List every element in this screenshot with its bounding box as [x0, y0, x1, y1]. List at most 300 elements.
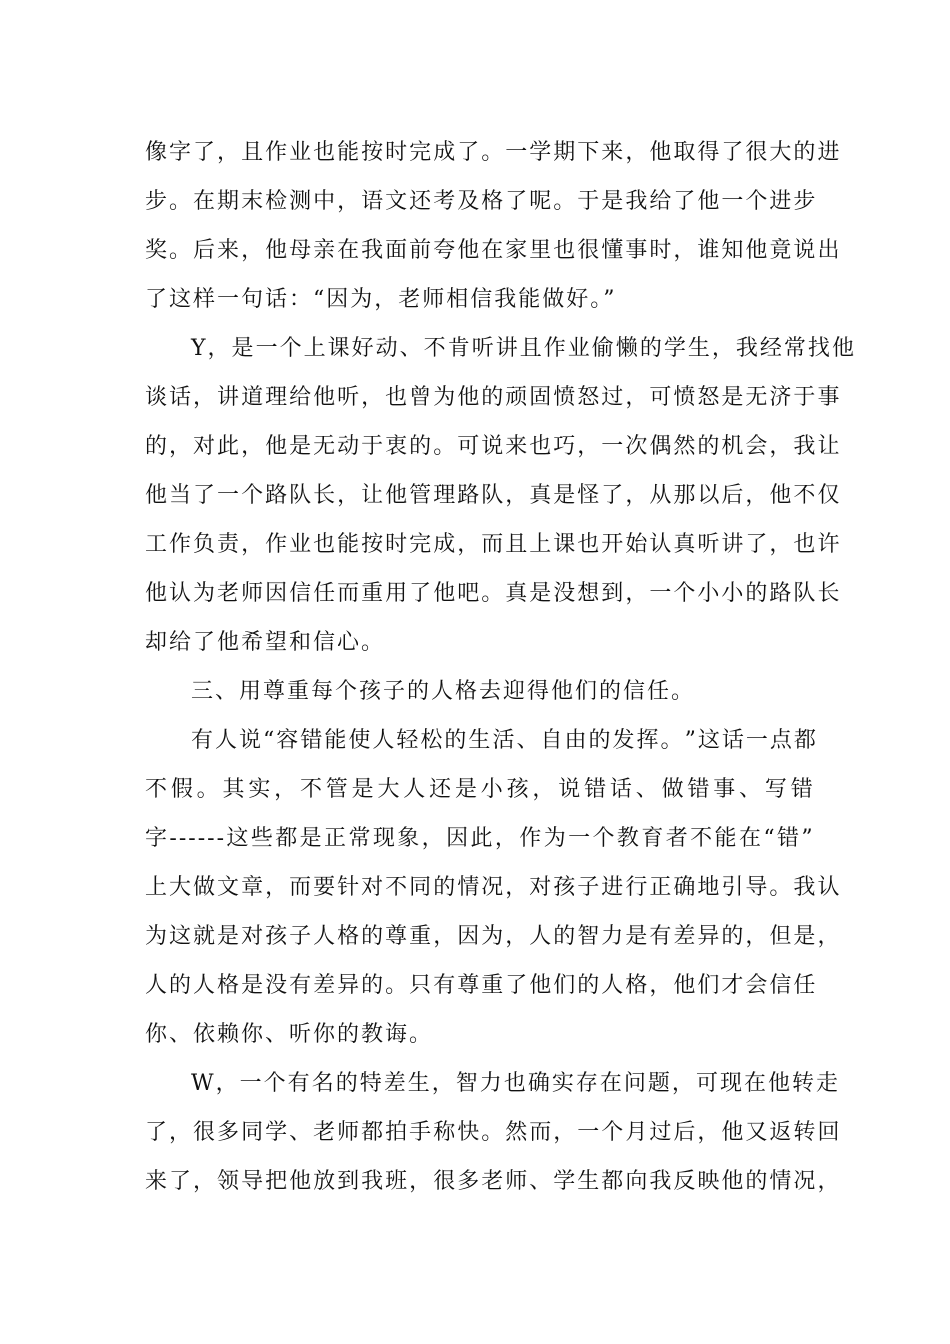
text-glyph: 他 [529, 973, 554, 998]
text-glyph: ” [801, 826, 815, 851]
text-glyph: 中 [313, 189, 338, 214]
text-glyph: “ [763, 826, 777, 851]
text-glyph: 有 [433, 973, 458, 998]
text-glyph: 不 [299, 777, 324, 802]
text-glyph: 作 [543, 336, 568, 361]
text-glyph: 想 [577, 581, 602, 606]
text-glyph: 能 [337, 140, 362, 165]
text-glyph: 孩 [553, 875, 578, 900]
text-glyph: 只 [409, 973, 434, 998]
text-glyph: 可 [457, 434, 482, 459]
text-glyph: ， [625, 140, 650, 165]
text-glyph: ， [241, 434, 266, 459]
text-glyph: 真 [505, 581, 530, 606]
text-glyph: ， [769, 434, 794, 459]
text-glyph: 测 [289, 189, 314, 214]
text-glyph: 衷 [385, 434, 410, 459]
text-glyph: 话 [721, 728, 746, 753]
text-line [145, 1108, 842, 1157]
text-glyph: 我 [649, 1169, 674, 1194]
text-glyph: 尊 [457, 973, 482, 998]
text-glyph: 情 [769, 1169, 794, 1194]
text-glyph: 经 [759, 336, 784, 361]
text-glyph: 课 [553, 532, 578, 557]
text-glyph: 对 [361, 875, 386, 900]
text-glyph: 的 [745, 1169, 770, 1194]
text-glyph: ， [431, 1071, 456, 1096]
text-glyph: 的 [697, 434, 722, 459]
text-glyph: 而 [481, 532, 506, 557]
text-glyph: 他 [145, 581, 170, 606]
text-glyph: 是 [241, 973, 266, 998]
text-glyph: 差 [313, 973, 338, 998]
text-glyph: 是 [793, 924, 818, 949]
text-glyph: 拍 [385, 1120, 410, 1145]
text-glyph: 来 [505, 434, 530, 459]
text-glyph: 师 [241, 581, 266, 606]
text-glyph: 长 [817, 581, 842, 606]
text-glyph: 成 [433, 532, 458, 557]
text-glyph: ， [207, 336, 232, 361]
text-glyph: 讲 [495, 336, 520, 361]
text-glyph: 个 [263, 1071, 288, 1096]
text-glyph: 了 [673, 189, 698, 214]
text-glyph: 话 [609, 777, 634, 802]
text-glyph: 了 [409, 581, 434, 606]
text-glyph: 因 [446, 826, 471, 851]
text-glyph: 可 [695, 1071, 720, 1096]
text-glyph: 长 [313, 483, 338, 508]
text-glyph: 他 [433, 581, 458, 606]
text-glyph: 了 [193, 483, 218, 508]
text-glyph: 谈 [145, 385, 170, 410]
text-glyph: 我 [625, 189, 650, 214]
text-glyph: 回 [817, 1120, 842, 1145]
text-glyph: 呢 [529, 189, 554, 214]
text-glyph: 无 [745, 385, 770, 410]
text-glyph: 常 [348, 826, 373, 851]
text-glyph: 是 [289, 434, 314, 459]
text-line: 你、依赖你、听你的教诲。 [145, 1022, 434, 1047]
text-glyph: 同 [241, 1120, 266, 1145]
text-glyph: 称 [433, 1120, 458, 1145]
text-glyph: 的 [169, 973, 194, 998]
text-glyph: 他 [649, 140, 674, 165]
text-glyph: 要 [313, 875, 338, 900]
text-glyph: 偷 [591, 336, 616, 361]
text-glyph: 当 [169, 483, 194, 508]
text-glyph: 无 [313, 434, 338, 459]
text-glyph: 母 [289, 238, 314, 263]
text-glyph: 同 [409, 875, 434, 900]
text-glyph: 队 [481, 483, 506, 508]
text-glyph: 的 [433, 875, 458, 900]
text-glyph: 的 [335, 1071, 360, 1096]
text-glyph: 的 [577, 973, 602, 998]
text-glyph: 学 [663, 336, 688, 361]
text-glyph: 到 [601, 581, 626, 606]
text-glyph: ， [169, 434, 194, 459]
text-glyph: 队 [289, 483, 314, 508]
text-glyph: 快 [457, 1120, 482, 1145]
text-glyph: 个 [241, 483, 266, 508]
text-glyph: 都 [361, 1120, 386, 1145]
text-glyph: 大 [169, 875, 194, 900]
text-glyph: 生 [577, 1169, 602, 1194]
text-glyph: 作 [265, 140, 290, 165]
text-glyph: 末 [241, 189, 266, 214]
text-glyph: 人 [145, 973, 170, 998]
text-glyph: 也 [577, 532, 602, 557]
text-glyph: 他 [313, 385, 338, 410]
text-glyph: 。 [660, 728, 685, 753]
text-glyph: “ [263, 728, 277, 753]
text-glyph: 他 [265, 238, 290, 263]
text-glyph: 说 [239, 728, 264, 753]
text-glyph: 前 [409, 238, 434, 263]
text-glyph: 讲 [721, 532, 746, 557]
text-glyph: 会 [745, 434, 770, 459]
text-glyph: 他 [767, 1071, 792, 1096]
text-glyph: 智 [455, 1071, 480, 1096]
text-glyph: 后 [721, 483, 746, 508]
text-glyph: 的 [553, 924, 578, 949]
text-glyph: 能 [337, 532, 362, 557]
text-glyph: 不 [385, 875, 410, 900]
text-glyph: 而 [289, 875, 314, 900]
text-glyph: 得 [697, 140, 722, 165]
text-glyph: 一 [745, 728, 770, 753]
text-glyph: 一 [255, 336, 280, 361]
text-glyph: 任 [313, 581, 338, 606]
text-glyph: 而 [337, 581, 362, 606]
text-glyph: 有 [289, 973, 314, 998]
text-glyph: 下 [577, 140, 602, 165]
text-glyph: 考 [433, 189, 458, 214]
text-glyph: 的 [639, 336, 664, 361]
text-glyph: 我 [361, 1169, 386, 1194]
text-glyph: 孩 [506, 777, 531, 802]
text-glyph: 仅 [817, 483, 842, 508]
text-glyph: 学 [553, 1169, 578, 1194]
text-glyph: 他 [145, 483, 170, 508]
text-glyph: 说 [793, 238, 818, 263]
text-glyph: 的 [588, 728, 613, 753]
text-glyph: 曾 [409, 385, 434, 410]
text-glyph: 是 [231, 336, 256, 361]
text-glyph: 错 [776, 826, 801, 851]
text-glyph: ， [671, 1071, 696, 1096]
text-glyph: 。 [385, 973, 410, 998]
text-glyph: 有 [649, 924, 674, 949]
text-glyph: ， [421, 826, 446, 851]
text-glyph: 时 [385, 140, 410, 165]
text-glyph: 的 [721, 924, 746, 949]
text-glyph: 重 [361, 581, 386, 606]
text-glyph: 给 [649, 189, 674, 214]
text-glyph: 针 [337, 875, 362, 900]
text-glyph: 容 [276, 728, 301, 753]
text-glyph: 老 [481, 1169, 506, 1194]
text-glyph: ， [337, 483, 362, 508]
text-glyph: 常 [783, 336, 808, 361]
text-glyph: 可 [649, 385, 674, 410]
text-glyph: 没 [553, 581, 578, 606]
text-glyph: 映 [697, 1169, 722, 1194]
text-line [145, 128, 842, 177]
text-glyph: 都 [275, 826, 300, 851]
text-glyph: 夸 [433, 238, 458, 263]
text-glyph: 把 [265, 1169, 290, 1194]
text-glyph: 是 [217, 924, 242, 949]
text-glyph: 我 [793, 434, 818, 459]
text-glyph: ， [745, 483, 770, 508]
text-glyph: 始 [625, 532, 650, 557]
paragraph-4 [145, 716, 842, 1059]
text-glyph: 其 [222, 777, 247, 802]
text-glyph: 转 [792, 1071, 817, 1096]
text-glyph: ， [241, 532, 266, 557]
text-glyph: 有 [287, 1071, 312, 1096]
text-glyph: 轻 [396, 728, 421, 753]
text-glyph: 任 [793, 973, 818, 998]
text-glyph: 个 [673, 581, 698, 606]
text-glyph: 好 [351, 336, 376, 361]
text-glyph: 在 [738, 826, 763, 851]
text-glyph: 了 [169, 1169, 194, 1194]
text-glyph: 很 [577, 238, 602, 263]
text-glyph: 会 [745, 973, 770, 998]
text-glyph: 动 [337, 434, 362, 459]
text-glyph: 大 [769, 140, 794, 165]
text-glyph: ， [625, 581, 650, 606]
body-text [145, 128, 856, 1206]
text-glyph: 懒 [615, 336, 640, 361]
text-glyph: ------ [169, 826, 227, 851]
text-glyph: ， [193, 1169, 218, 1194]
text-glyph: 个 [601, 1120, 626, 1145]
text-glyph: 、 [289, 1120, 314, 1145]
text-glyph: 们 [553, 973, 578, 998]
text-glyph: 听 [337, 385, 362, 410]
text-glyph: 也 [553, 238, 578, 263]
text-glyph: 有 [191, 728, 216, 753]
text-glyph: 他 [721, 1169, 746, 1194]
text-glyph: 。 [196, 777, 221, 802]
text-glyph: ， [649, 973, 674, 998]
text-glyph: 来 [601, 140, 626, 165]
text-glyph: 为 [481, 924, 506, 949]
text-glyph: 他 [697, 189, 722, 214]
text-glyph: 话 [169, 385, 194, 410]
text-glyph: 。 [553, 189, 578, 214]
text-glyph: 事 [817, 385, 842, 410]
text-glyph: 个 [745, 189, 770, 214]
text-glyph: 亲 [313, 238, 338, 263]
text-glyph: 能 [324, 728, 349, 753]
text-glyph: 家 [505, 238, 530, 263]
text-line [145, 226, 842, 275]
text-glyph: 业 [289, 140, 314, 165]
text-glyph: 步 [793, 189, 818, 214]
text-glyph: 字 [169, 140, 194, 165]
text-glyph: 对 [529, 875, 554, 900]
text-line [145, 961, 818, 1010]
text-glyph: 我 [361, 238, 386, 263]
text-glyph: 及 [457, 189, 482, 214]
text-glyph: 且 [241, 140, 266, 165]
text-glyph: 放 [313, 1169, 338, 1194]
text-glyph: 地 [697, 875, 722, 900]
text-glyph: 正 [649, 875, 674, 900]
text-glyph: 错 [300, 728, 325, 753]
text-glyph: 向 [625, 1169, 650, 1194]
text-glyph: 后 [673, 1120, 698, 1145]
text-glyph: 发 [612, 728, 637, 753]
text-glyph: 给 [289, 385, 314, 410]
text-glyph: 了 [745, 532, 770, 557]
text-glyph: 的 [361, 973, 386, 998]
text-line [145, 520, 842, 569]
text-glyph: ， [817, 1169, 842, 1194]
text-glyph: 手 [409, 1120, 434, 1145]
text-glyph: 为 [145, 924, 170, 949]
text-line: 却给了他希望和信心。 [145, 630, 386, 655]
text-glyph: 子 [289, 924, 314, 949]
text-glyph: 是 [553, 483, 578, 508]
text-glyph: 知 [721, 238, 746, 263]
paragraph-5 [145, 1059, 842, 1206]
text-glyph: 时 [385, 532, 410, 557]
text-glyph: 异 [697, 924, 722, 949]
text-glyph: 因 [265, 581, 290, 606]
text-glyph: ， [625, 483, 650, 508]
text-glyph: 不 [145, 777, 170, 802]
text-glyph: 人 [403, 777, 428, 802]
text-glyph: 吧 [457, 581, 482, 606]
text-glyph: 因 [457, 924, 482, 949]
text-glyph: 完 [409, 532, 434, 557]
text-line [145, 716, 818, 765]
text-glyph: 里 [529, 238, 554, 263]
text-glyph: 假 [170, 777, 195, 802]
text-line [145, 765, 815, 814]
text-glyph: 也 [793, 532, 818, 557]
text-glyph: 让 [361, 483, 386, 508]
text-glyph: 没 [265, 973, 290, 998]
text-glyph: ， [337, 189, 362, 214]
text-glyph: 他 [457, 238, 482, 263]
text-glyph: 很 [433, 1169, 458, 1194]
text-glyph: 实 [248, 777, 273, 802]
text-glyph: 且 [519, 336, 544, 361]
text-glyph: 个 [279, 336, 304, 361]
paragraph-2 [145, 324, 856, 667]
text-glyph: 次 [625, 434, 650, 459]
text-glyph: 我 [735, 336, 760, 361]
text-glyph: 反 [673, 1169, 698, 1194]
text-glyph: 一 [649, 581, 674, 606]
text-glyph: 。 [433, 434, 458, 459]
text-glyph: 重 [409, 924, 434, 949]
text-glyph: 是 [529, 581, 554, 606]
text-glyph: 他 [745, 238, 770, 263]
text-glyph: 上 [145, 875, 170, 900]
text-glyph: ， [673, 238, 698, 263]
text-glyph: 人 [372, 728, 397, 753]
text-glyph: 让 [817, 434, 842, 459]
text-glyph: ， [505, 924, 530, 949]
text-glyph: 生 [468, 728, 493, 753]
text-glyph: 。 [481, 1120, 506, 1145]
text-glyph: 过 [649, 1120, 674, 1145]
text-glyph: 才 [721, 973, 746, 998]
text-glyph: ， [532, 777, 557, 802]
text-glyph: 谁 [697, 238, 722, 263]
text-glyph: 一 [505, 140, 530, 165]
text-glyph: 文 [385, 189, 410, 214]
text-glyph: 问 [623, 1071, 648, 1096]
text-glyph: 这 [697, 728, 722, 753]
text-glyph: 按 [361, 532, 386, 557]
text-glyph: 不 [793, 483, 818, 508]
text-glyph: 了 [145, 1120, 170, 1145]
text-glyph: 工 [145, 532, 170, 557]
text-glyph: 取 [673, 140, 698, 165]
text-glyph: 由 [564, 728, 589, 753]
text-glyph: 多 [217, 1120, 242, 1145]
text-glyph: 文 [217, 875, 242, 900]
text-glyph: 异 [337, 973, 362, 998]
text-glyph: 。 [169, 238, 194, 263]
text-glyph: 时 [649, 238, 674, 263]
text-glyph: 个 [592, 826, 617, 851]
text-glyph: 动 [375, 336, 400, 361]
text-glyph: 而 [529, 1120, 554, 1145]
text-glyph: 的 [444, 728, 469, 753]
text-glyph: 不 [690, 826, 715, 851]
text-glyph: 在 [337, 238, 362, 263]
text-glyph: 。 [169, 189, 194, 214]
text-glyph: 都 [793, 728, 818, 753]
text-glyph: 行 [625, 875, 650, 900]
text-glyph: 特 [359, 1071, 384, 1096]
text-glyph: 些 [250, 826, 275, 851]
text-glyph: ， [457, 532, 482, 557]
text-glyph: 他 [385, 483, 410, 508]
text-glyph: 按 [361, 140, 386, 165]
text-glyph: 信 [289, 581, 314, 606]
text-glyph: 出 [817, 238, 842, 263]
text-glyph: 生 [687, 336, 712, 361]
text-glyph: 于 [793, 385, 818, 410]
text-glyph: 确 [527, 1071, 552, 1096]
text-glyph: 认 [649, 532, 674, 557]
text-glyph: 用 [385, 581, 410, 606]
text-glyph: 。 [481, 581, 506, 606]
text-glyph: 能 [714, 826, 739, 851]
text-glyph: 从 [649, 483, 674, 508]
text-glyph: 做 [661, 777, 686, 802]
text-glyph: 小 [480, 777, 505, 802]
text-glyph: 点 [769, 728, 794, 753]
text-glyph: 导 [745, 875, 770, 900]
text-glyph: 们 [697, 973, 722, 998]
text-glyph: 负 [193, 532, 218, 557]
text-line [145, 373, 842, 422]
text-glyph: 一 [577, 1120, 602, 1145]
text-glyph: 尊 [385, 924, 410, 949]
